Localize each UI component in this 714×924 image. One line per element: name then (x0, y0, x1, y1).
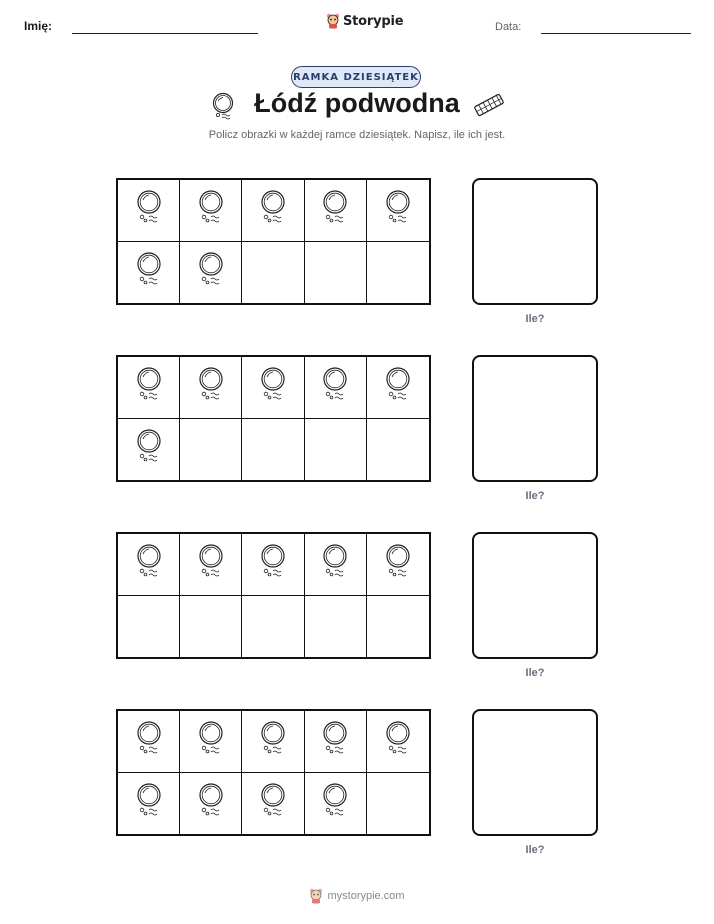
date-line[interactable] (541, 33, 691, 34)
porthole-bubbles-icon (197, 366, 225, 409)
ten-frame-3 (116, 532, 431, 659)
porthole-bubbles-icon (197, 251, 225, 294)
ten-frame-cell (305, 534, 367, 596)
porthole-bubbles-icon (135, 189, 163, 232)
porthole-bubbles-icon (135, 366, 163, 409)
ten-frame-cell (367, 180, 429, 242)
porthole-bubbles-icon (135, 720, 163, 763)
footer-website: mystorypie.com (327, 890, 405, 902)
name-label: Imię: (24, 19, 53, 33)
porthole-bubbles-icon (197, 543, 225, 586)
ten-frame-cell (118, 534, 180, 596)
ten-frame-cell (242, 534, 304, 596)
ten-frame-cell (180, 357, 242, 419)
instructions: Policz obrazki w każdej ramce dziesiątek. Napisz, ile ich jest. (208, 129, 506, 141)
ten-frame-cell (180, 419, 242, 481)
porthole-bubbles-icon (384, 189, 412, 232)
porthole-bubbles-icon (384, 720, 412, 763)
ten-frame-cell (180, 242, 242, 304)
porthole-bubbles-icon (135, 543, 163, 586)
footer (0, 888, 714, 904)
ten-frame-cell (118, 596, 180, 658)
porthole-bubbles-icon (259, 189, 287, 232)
ten-frame-1 (116, 178, 431, 305)
answer-label: Ile? (525, 490, 545, 502)
porthole-bubbles-icon (197, 782, 225, 825)
porthole-bubbles-icon (321, 782, 349, 825)
answer-label: Ile? (525, 844, 545, 856)
porthole-bubbles-icon (135, 428, 163, 471)
ten-frame-cell (118, 711, 180, 773)
answer-box-4[interactable] (472, 709, 598, 836)
ten-frame-cell (367, 419, 429, 481)
ten-frame-cell (180, 534, 242, 596)
porthole-bubbles-icon (259, 366, 287, 409)
ten-frame-cell (180, 596, 242, 658)
ten-frame-cell (242, 357, 304, 419)
date-label: Data: (495, 21, 522, 33)
porthole-bubbles-icon (259, 543, 287, 586)
ten-frame-cell (242, 711, 304, 773)
ten-frame-cell (242, 773, 304, 835)
ten-frame-cell (367, 357, 429, 419)
ten-frame-cell (180, 180, 242, 242)
porthole-bubbles-icon (321, 720, 349, 763)
mascot-icon (309, 888, 323, 904)
ten-frame-cell (118, 357, 180, 419)
answer-box-3[interactable] (472, 532, 598, 659)
porthole-bubbles-icon (321, 189, 349, 232)
ten-frame-2 (116, 355, 431, 482)
porthole-bubbles-icon (135, 782, 163, 825)
ten-frame-cell (180, 773, 242, 835)
porthole-bubbles-icon (135, 251, 163, 294)
ten-frame-cell (305, 711, 367, 773)
ten-frame-cell (367, 773, 429, 835)
brand-logo (326, 13, 403, 29)
ten-frame-cell (305, 242, 367, 304)
porthole-bubbles-icon (384, 366, 412, 409)
ten-frame-cell (305, 357, 367, 419)
name-line[interactable] (72, 33, 258, 34)
ten-frame-cell (367, 596, 429, 658)
worksheet-type-badge: RAMKA DZIESIĄTEK (291, 66, 421, 88)
ten-frame-cell (305, 596, 367, 658)
ten-frame-cell (180, 711, 242, 773)
porthole-bubbles-icon (259, 782, 287, 825)
ten-frame-cell (242, 419, 304, 481)
ten-frame-cell (118, 419, 180, 481)
ten-frame-cell (242, 180, 304, 242)
porthole-bubbles-icon (321, 366, 349, 409)
porthole-bubbles-icon (321, 543, 349, 586)
porthole-bubbles-icon (384, 543, 412, 586)
ten-frame-4 (116, 709, 431, 836)
answer-label: Ile? (525, 313, 545, 325)
ten-frame-cell (118, 242, 180, 304)
answer-label: Ile? (525, 667, 545, 679)
page-title: Łódź podwodna (254, 88, 460, 118)
ten-frame-cell (118, 180, 180, 242)
ten-frame-cell (367, 711, 429, 773)
ten-frame-cell (242, 242, 304, 304)
ten-frame-cell (305, 419, 367, 481)
ten-frame-cell (305, 773, 367, 835)
porthole-bubbles-icon (197, 720, 225, 763)
submarine-panel-icon (472, 92, 506, 118)
ten-frame-cell (367, 242, 429, 304)
answer-box-2[interactable] (472, 355, 598, 482)
ten-frame-cell (242, 596, 304, 658)
ten-frame-cell (118, 773, 180, 835)
mascot-icon (326, 13, 340, 29)
brand-name: Storypie (343, 13, 404, 29)
porthole-bubbles-icon (197, 189, 225, 232)
porthole-bubbles-icon (259, 720, 287, 763)
answer-box-1[interactable] (472, 178, 598, 305)
ten-frame-cell (367, 534, 429, 596)
ten-frame-cell (305, 180, 367, 242)
